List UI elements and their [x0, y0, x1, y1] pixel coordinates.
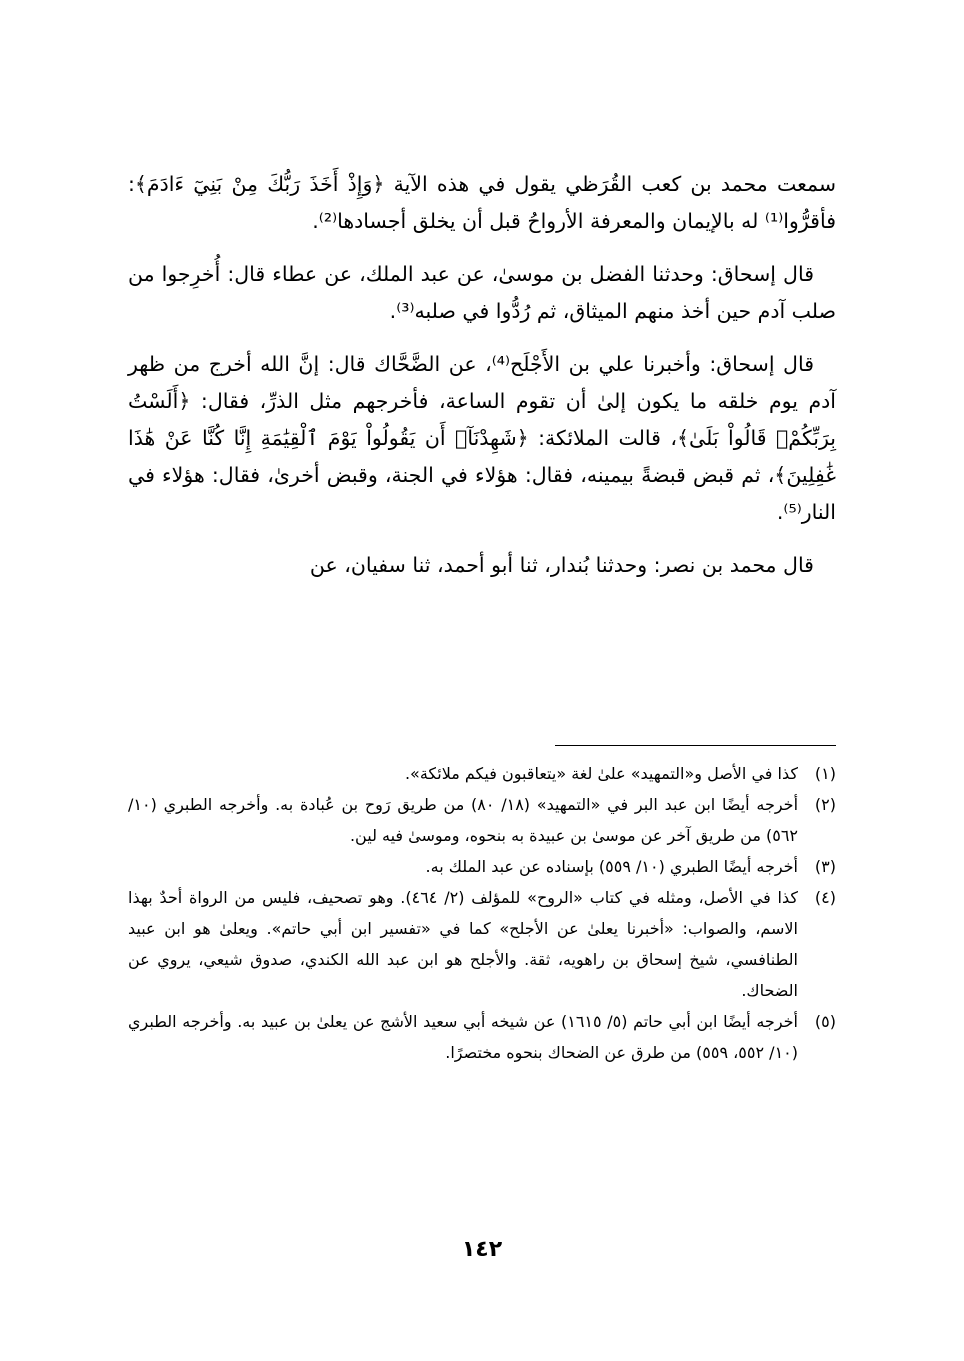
footnote-text: كذا في الأصل و«التمهيد» علىٰ لغة «يتعاقبون فيكم ملائكة». — [404, 764, 798, 783]
footnote-number: (١) — [814, 764, 836, 783]
footnote-number: (٢) — [814, 795, 836, 814]
footnote-number: (٤) — [814, 888, 836, 907]
footnote-text: كذا في الأصل، ومثله في كتاب «الروح» للمؤلف (٢/ ٤٦٤). وهو تصحيف، فليس من الرواة أحدٌ بهذا الاسم، والصواب: «أخبرنا يعلىٰ عن الأجلح» كما في «تفسير ابن أبي حاتم». ويعلىٰ هو ابن عبيد الطنافسي، شيخ إسحاق بن راهويه، ثقة. والأجلح هو ابن عبد الله الكندي، صدوق شيعي، يروي عن الضحاك. — [128, 888, 798, 1000]
paragraph: قال محمد بن نصر: وحدثنا بُندار، ثنا أبو أحمد، ثنا سفيان، عن — [309, 553, 814, 577]
footnote — [128, 789, 836, 851]
footnote-number: (٥) — [814, 1012, 836, 1031]
paragraph: قال إسحاق: وأخبرنا علي بن الأَجْلَح⁽⁴⁾، عن الضَّحَّاك قال: إنَّ الله أخرج من ظهر آدم يوم خلقه ما يكون إلىٰ أن تقوم الساعة، فأخرجهم مثل الذرِّ، فقال: ﴿أَلَسْتُ بِرَبِّكُمْۖ قَالُواْ بَلَىٰ﴾، قالت الملائكة: ﴿شَهِدْنَآۚ أَن يَقُولُواْ يَوْمَ ٱلْقِيَٰمَةِ إِنَّا كُنَّا عَنْ هَٰذَا غَٰفِلِينَ﴾، ثم قبض قبضةً بيمينه، فقال: هؤلاء في الجنة، وقبض أخرىٰ، فقال: هؤلاء في النار⁽⁵⁾. — [128, 352, 836, 524]
footnotes — [128, 758, 836, 1068]
footnote — [128, 882, 836, 1006]
footnote-text: أخرجه أيضًا ابن أبي حاتم (٥/ ١٦١٥) عن شيخه أبي سعيد الأشج عن يعلىٰ بن عبيد به. وأخرجه الطبري (١٠/ ٥٥٢، ٥٥٩) من طرق عن الضحاك بنحوه مختصرًا. — [128, 1012, 798, 1062]
footnote — [128, 851, 836, 882]
footnote-separator — [555, 745, 836, 746]
page-number: ١٤٢ — [461, 1237, 503, 1262]
footnote-number: (٣) — [814, 857, 836, 876]
footnote — [128, 758, 836, 789]
footnote — [128, 1006, 836, 1068]
footnote-text: أخرجه أيضًا ابن عبد البر في «التمهيد» (١٨/ ٨٠) من طريق رَوح بن عُبادة به. وأخرجه الطبري (١٠/ ٥٦٢) من طريق آخر عن موسىٰ بن عبيدة به بنحوه، وموسىٰ فيه لين. — [128, 795, 799, 845]
footnote-text: أخرجه أيضًا الطبري (١٠/ ٥٥٩) بإسناده عن عبد الملك به. — [425, 857, 798, 876]
paragraph: قال إسحاق: وحدثنا الفضل بن موسىٰ، عن عبد الملك، عن عطاء قال: أُخرِجوا من صلب آدم حين أخذ منهم الميثاق، ثم رُدُّوا في صلبه⁽³⁾. — [128, 262, 836, 323]
main-text — [128, 166, 836, 600]
paragraph: سمعت محمد بن كعب القُرَظي يقول في هذه الآية ﴿وَإِذْ أَخَذَ رَبُّكَ مِنْ بَنِيٓ ءَادَمَ﴾: فأقرُّوا⁽¹⁾ له بالإيمان والمعرفة الأرواحُ قبل أن يخلق أجسادها⁽²⁾. — [128, 172, 836, 233]
